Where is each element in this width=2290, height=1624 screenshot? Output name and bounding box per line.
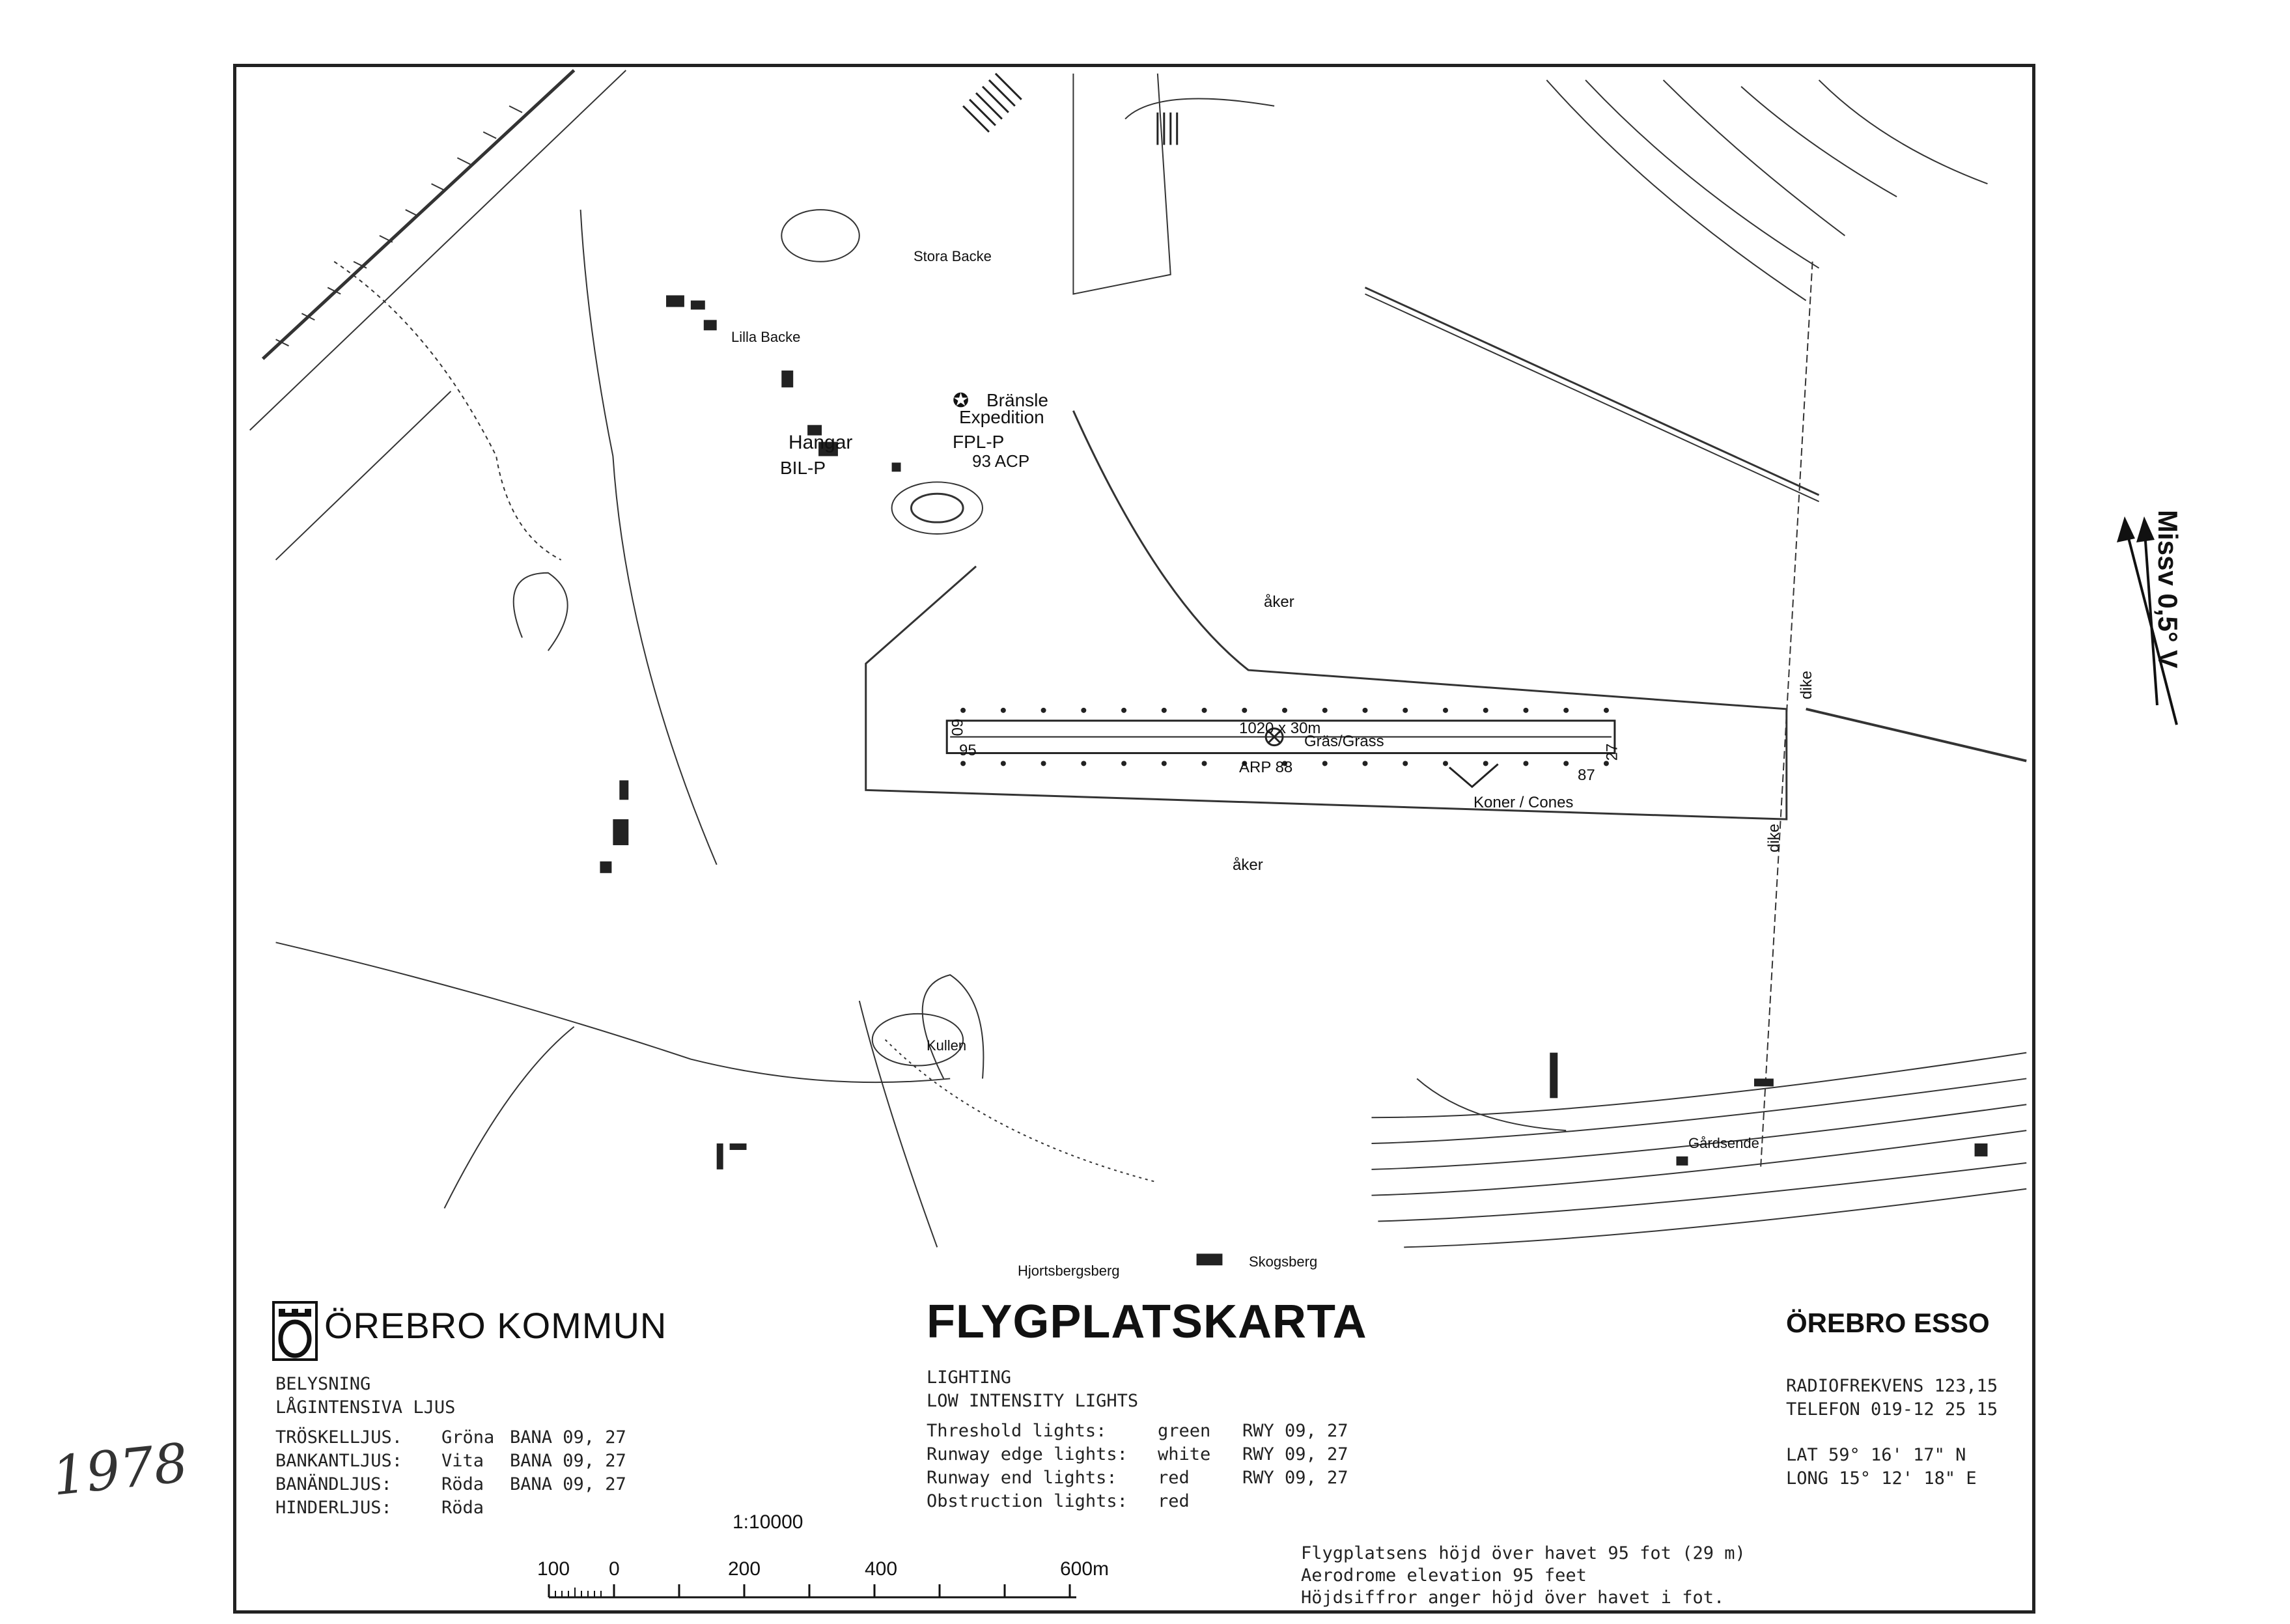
- cones-marker: [1449, 764, 1498, 787]
- lighting-row: [927, 1466, 1348, 1490]
- building: [619, 780, 628, 800]
- lighting-rwy: RWY 09, 27: [1242, 1468, 1348, 1488]
- runway-designator-27: 27: [1603, 743, 1621, 761]
- runway-edge-light: [1523, 761, 1528, 766]
- fpl-parking-label: FPL-P: [953, 432, 1005, 452]
- lighting-row: [275, 1473, 626, 1496]
- runway-edge-light: [1403, 761, 1408, 766]
- elevation-note: [1301, 1543, 1746, 1609]
- lighting-rwy: RWY 09, 27: [1242, 1421, 1348, 1441]
- runway-edge-light: [1202, 761, 1207, 766]
- latitude: LAT 59° 16' 17" N: [1786, 1445, 1966, 1465]
- place-gardsende: Gårdsende: [1688, 1135, 1759, 1151]
- lighting-row: [927, 1443, 1348, 1466]
- field-label-north: åker: [1264, 593, 1294, 611]
- runway-dimensions: 1020 x 30m: [1239, 720, 1321, 737]
- longitude: LONG 15° 12' 18" E: [1786, 1468, 1977, 1489]
- scale-ratio: 1:10000: [733, 1511, 803, 1533]
- building: [666, 296, 684, 307]
- arp-label: ARP 88: [1239, 759, 1293, 776]
- building: [892, 462, 901, 471]
- dike-label-south: dike: [1765, 823, 1783, 853]
- lighting-label: TRÖSKELLJUS.: [275, 1427, 403, 1448]
- runway-edge-light: [1322, 708, 1328, 713]
- runway-edge-light: [1242, 708, 1247, 713]
- lighting-label: Threshold lights:: [927, 1421, 1107, 1441]
- building: [1550, 1053, 1557, 1099]
- scale-label-600: 600m: [1060, 1558, 1110, 1580]
- kommun-logo-icon: [272, 1301, 318, 1360]
- lighting-row: [927, 1490, 1190, 1513]
- place-skogsberg: Skogsberg: [1249, 1253, 1318, 1270]
- lighting-label: BANKANTLJUS:: [275, 1451, 403, 1471]
- building: [613, 819, 628, 845]
- threshold-elevation-east: 87: [1578, 766, 1595, 784]
- place-kullen: Kullen: [927, 1037, 967, 1054]
- building: [717, 1143, 723, 1169]
- runway-edge-light: [1041, 761, 1046, 766]
- building: [1197, 1253, 1223, 1265]
- handwritten-year: 1978: [49, 1432, 191, 1508]
- dike-label-north: dike: [1798, 670, 1816, 700]
- runway-edge-light: [1604, 708, 1609, 713]
- runway-edge-light: [1563, 708, 1569, 713]
- runway-edge-light: [1041, 708, 1046, 713]
- lighting-en-subheading: LOW INTENSITY LIGHTS: [927, 1391, 1139, 1411]
- power-line: [1365, 288, 1819, 496]
- runway-edge-light: [1162, 761, 1167, 766]
- airport-name: ÖREBRO ESSO: [1786, 1308, 1990, 1338]
- lighting-rwy: BANA 09, 27: [510, 1451, 626, 1471]
- runway-edge-light: [1363, 708, 1368, 713]
- runway-edge-light: [960, 708, 966, 713]
- lighting-color: red: [1158, 1491, 1190, 1511]
- runway-edge-light: [1121, 761, 1126, 766]
- fuel-icon: ✪: [953, 389, 970, 412]
- lighting-en-heading: LIGHTING: [927, 1367, 1012, 1388]
- lighting-row: [927, 1420, 1348, 1443]
- lighting-label: Runway edge lights:: [927, 1444, 1128, 1464]
- elevation-line-3: Höjdsiffror anger höjd över havet i fot.: [1301, 1588, 1725, 1608]
- runway-edge-light: [1001, 761, 1006, 766]
- runway-edge-light: [1202, 708, 1207, 713]
- place-lilla-backe: Lilla Backe: [731, 329, 801, 345]
- runway-designator-09: 09: [949, 718, 967, 736]
- building: [781, 371, 793, 387]
- runway-edge-light: [1563, 761, 1569, 766]
- lighting-rwy: BANA 09, 27: [510, 1427, 626, 1448]
- telephone: TELEFON 019-12 25 15: [1786, 1399, 1998, 1420]
- lighting-label: BANÄNDLJUS:: [275, 1474, 392, 1494]
- threshold-elevation-west: 95: [959, 742, 977, 759]
- lighting-color: Röda: [441, 1498, 484, 1518]
- chart-sheet: [233, 64, 2183, 1614]
- elevation-line-2: Aerodrome elevation 95 feet: [1301, 1565, 1587, 1586]
- runway-edge-light: [1121, 708, 1126, 713]
- lighting-color: red: [1158, 1468, 1190, 1488]
- runway-edge-light: [960, 761, 966, 766]
- lighting-row: [275, 1426, 626, 1449]
- lighting-rwy: BANA 09, 27: [510, 1474, 626, 1494]
- runway-edge-light: [1081, 761, 1086, 766]
- runway-edge-light: [1483, 708, 1488, 713]
- runway-edge-light: [1162, 708, 1167, 713]
- building: [1975, 1143, 1988, 1156]
- lighting-color: Vita: [441, 1451, 484, 1471]
- fuel-label: Bränsle: [986, 390, 1048, 410]
- runway-edge-light: [1483, 761, 1488, 766]
- runway-surface: Gräs/Grass: [1304, 733, 1384, 750]
- lighting-label: HINDERLJUS:: [275, 1498, 392, 1518]
- magnetic-variation: Missv 0,5° V: [2153, 510, 2183, 669]
- building: [1754, 1078, 1774, 1086]
- lighting-color: Röda: [441, 1474, 484, 1494]
- runway-edge-light: [1001, 708, 1006, 713]
- expedition-label: Expedition: [959, 407, 1044, 427]
- building: [704, 320, 717, 330]
- lighting-color: green: [1158, 1421, 1211, 1441]
- lighting-rwy: RWY 09, 27: [1242, 1444, 1348, 1464]
- cones-label: Koner / Cones: [1473, 794, 1574, 811]
- building: [730, 1143, 747, 1150]
- runway-edge-light: [1523, 708, 1528, 713]
- elevation-line-1: Flygplatsens höjd över havet 95 fot (29 m): [1301, 1543, 1746, 1563]
- building: [691, 300, 705, 309]
- organization-name: ÖREBRO KOMMUN: [324, 1305, 667, 1346]
- building: [600, 861, 611, 873]
- railway-line: [263, 70, 574, 359]
- radio-frequency: RADIOFREKVENS 123,15: [1786, 1376, 1998, 1396]
- page-title: FLYGPLATSKARTA: [927, 1296, 1367, 1348]
- acp-label: 93 ACP: [972, 451, 1030, 471]
- scale-label-0: 0: [609, 1558, 620, 1580]
- building: [1676, 1156, 1688, 1166]
- scale-label-200: 200: [728, 1558, 761, 1580]
- place-hjortsbergsberg: Hjortsbergsberg: [1018, 1263, 1120, 1279]
- lighting-color: white: [1158, 1444, 1211, 1464]
- field-label-south: åker: [1233, 856, 1263, 874]
- runway-edge-light: [1081, 708, 1086, 713]
- car-parking-label: BIL-P: [780, 458, 826, 478]
- hangar-label: Hangar: [789, 432, 853, 453]
- runway-edge-light: [1604, 761, 1609, 766]
- runway-edge-light: [1282, 708, 1287, 713]
- runway-edge-light: [1403, 708, 1408, 713]
- lighting-row: [275, 1496, 484, 1520]
- lighting-label: Runway end lights:: [927, 1468, 1117, 1488]
- field-boundary: [866, 411, 1787, 819]
- lighting-english: [927, 1366, 1348, 1513]
- lighting-color: Gröna: [441, 1427, 495, 1448]
- scale-label-100: 100: [537, 1558, 570, 1580]
- runway-edge-light: [1443, 708, 1448, 713]
- place-stora-backe: Stora Backe: [914, 248, 992, 264]
- radio-info: [1786, 1375, 1998, 1491]
- scale-label-400: 400: [865, 1558, 898, 1580]
- lighting-swedish: [275, 1373, 626, 1520]
- lighting-sv-heading: BELYSNING: [275, 1374, 371, 1394]
- runway-edge-light: [1443, 761, 1448, 766]
- lighting-label: Obstruction lights:: [927, 1491, 1128, 1511]
- lighting-row: [275, 1449, 626, 1473]
- runway-edge-light: [1363, 761, 1368, 766]
- lighting-sv-subheading: LÅGINTENSIVA LJUS: [275, 1397, 456, 1418]
- runway-edge-light: [1322, 761, 1328, 766]
